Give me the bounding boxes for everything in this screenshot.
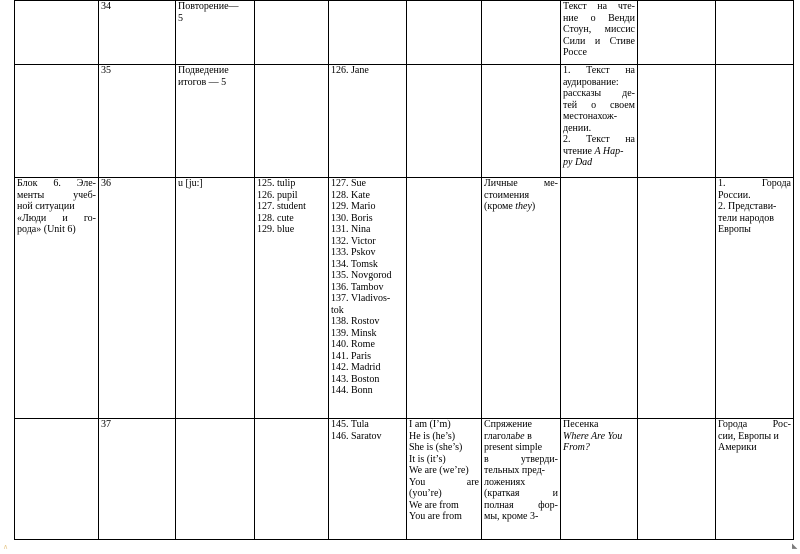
names-cell [329,1,407,65]
names-cell: 145. Tula 146. Saratov [329,419,407,540]
culture-cell [716,1,794,65]
texts-cell: Песенка Where Are You From? [561,419,638,540]
texts-cell: Текст на чте- ние о Венди Стоун, миссис Сили и Стиве Россе [561,1,638,65]
grammar-notes-cell [482,1,561,65]
grammar-structures-cell [407,1,482,65]
culture-cell: Города Рос- сии, Европы и Америки [716,419,794,540]
lesson-number-cell: 35 [99,65,176,178]
names-cell: 126. Jane [329,65,407,178]
culture-cell [716,65,794,178]
grammar-notes-cell: Спряжение глаголаbe в present simple в утверди- тельных пред- ложениях (краткая и полная фор- мы, кроме 3- [482,419,561,540]
vocabulary-cell: 125. tulip 126. pupil 127. student 128. cute 129. blue [255,178,329,419]
block-cell: Блок 6. Эле- менты учеб- ной ситуации «Люди и го- рода» (Unit 6) [15,178,99,419]
curriculum-table [14,0,794,540]
lesson-number-cell: 36 [99,178,176,419]
vocabulary-cell [255,1,329,65]
table-row [15,419,794,540]
page-corner-mark-right: ◣ [792,542,798,550]
vocabulary-cell [255,419,329,540]
texts-cell [561,178,638,419]
topic-cell: Повторение— 5 [176,1,255,65]
page-corner-mark-left: ∧ [3,543,9,551]
vocabulary-cell [255,65,329,178]
table-row [15,65,794,178]
grammar-notes-cell [482,65,561,178]
block-cell [15,419,99,540]
culture-cell: 1. Города России. 2. Представи- тели народов Европы [716,178,794,419]
extra-cell [638,1,716,65]
grammar-structures-cell: I am (I’m) He is (he’s) She is (she’s) It is (it’s) We are (we’re) You are (you’re) We are from You are from [407,419,482,540]
lesson-number-cell: 37 [99,419,176,540]
extra-cell [638,419,716,540]
texts-cell: 1. Текст на аудирование: рассказы де- тей о своем местонахож- дении. 2. Текст на чтение A Hap- py Dad [561,65,638,178]
grammar-notes-cell: Личные ме- стоимения (кроме they) [482,178,561,419]
document-page [14,0,800,554]
block-cell [15,1,99,65]
grammar-structures-cell [407,65,482,178]
topic-cell: u [ju:] [176,178,255,419]
names-cell: 127. Sue 128. Kate 129. Mario 130. Boris 131. Nina 132. Victor 133. Pskov 134. Tomsk 135. Novgorod 136. Tambov 137. Vladivos- tok 138. Rostov 139. Minsk 140. Rome 141. Paris 142. Madrid 143. Boston 144. Bonn [329,178,407,419]
extra-cell [638,178,716,419]
block-cell [15,65,99,178]
extra-cell [638,65,716,178]
topic-cell: Подведение итогов — 5 [176,65,255,178]
lesson-number-cell: 34 [99,1,176,65]
table-row [15,178,794,419]
grammar-structures-cell [407,178,482,419]
topic-cell [176,419,255,540]
table-row [15,1,794,65]
